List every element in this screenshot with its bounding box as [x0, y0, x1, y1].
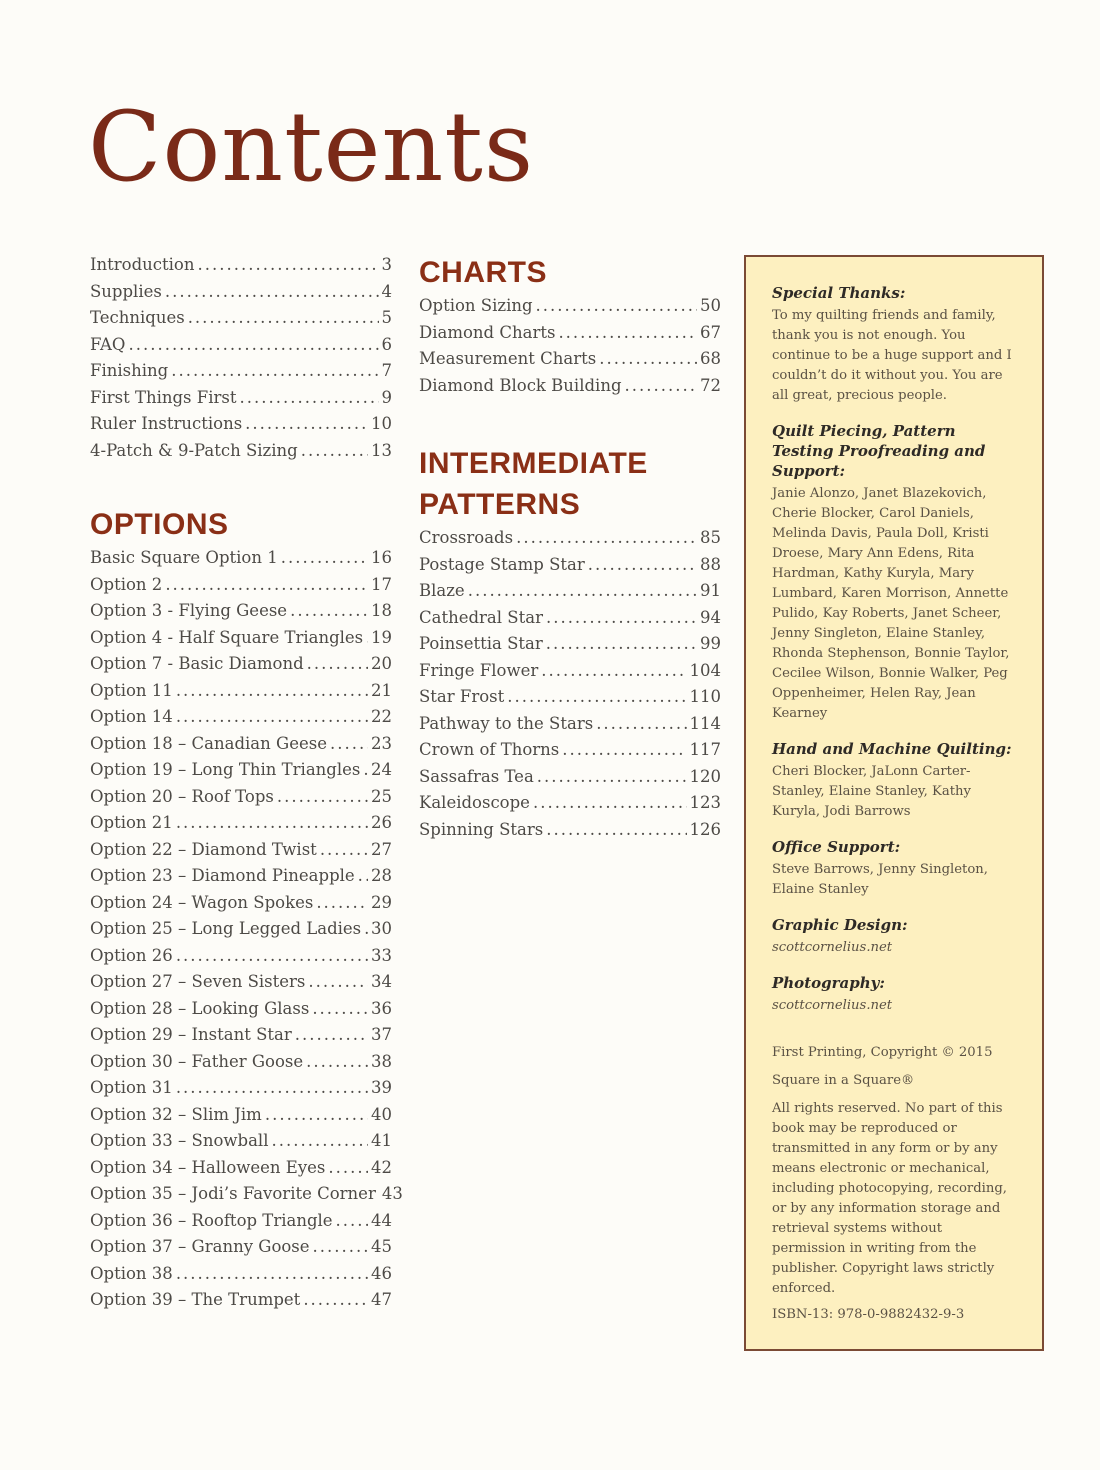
toc-entry-title: Option 27 – Seven Sisters [90, 972, 306, 991]
toc-entry-page-number: 26 [371, 813, 392, 832]
dot-leader [516, 525, 697, 552]
toc-entry-page-number: 123 [689, 793, 721, 812]
toc-entry[interactable] [90, 969, 392, 996]
toc-entry-page-number: 67 [700, 322, 721, 342]
toc-entry[interactable] [90, 757, 392, 784]
dot-leader [307, 651, 368, 678]
toc-entry[interactable] [90, 1128, 392, 1155]
toc-entry[interactable] [90, 438, 392, 465]
dot-leader [176, 1075, 368, 1102]
dot-leader [358, 863, 368, 890]
toc-entry[interactable] [90, 572, 392, 599]
toc-entry[interactable] [90, 996, 392, 1023]
brand-line: Square in a Square® [772, 1073, 915, 1088]
toc-entry-page-number: 45 [371, 1237, 392, 1256]
toc-entry-title: Postage Stamp Star [419, 554, 585, 574]
dot-leader [128, 332, 378, 359]
toc-entry-title: First Things First [90, 387, 237, 407]
dot-leader [313, 1234, 368, 1261]
dot-leader [306, 1049, 368, 1076]
dot-leader [295, 1022, 368, 1049]
dot-leader [239, 385, 378, 412]
toc-entry[interactable] [90, 651, 392, 678]
dot-leader [308, 969, 368, 996]
toc-entry[interactable] [419, 320, 721, 347]
section-heading-options: OPTIONS [90, 508, 229, 541]
toc-entry-title: Crown of Thorns [419, 740, 560, 759]
toc-entry-page-number: 9 [381, 387, 392, 407]
toc-entry[interactable] [419, 658, 721, 685]
isbn-line: ISBN-13: 978-0-9882432-9-3 [772, 1307, 965, 1322]
dot-leader [537, 764, 687, 791]
toc-intro-list [90, 252, 392, 464]
dot-leader [176, 678, 368, 705]
toc-entry-title: Diamond Charts [419, 322, 556, 342]
toc-entry-title: Poinsettia Star [419, 634, 543, 653]
toc-entry-page-number: 99 [700, 634, 721, 653]
toc-entry-page-number: 114 [689, 713, 721, 733]
toc-entry-page-number: 88 [700, 554, 721, 574]
dot-leader [366, 625, 368, 652]
quilting-heading: Hand and Machine Quilting: [772, 740, 1012, 758]
dot-leader [468, 578, 697, 605]
toc-entry-title: Option 38 [90, 1263, 173, 1283]
toc-entry-page-number: 117 [689, 740, 721, 759]
toc-entry[interactable] [90, 731, 392, 758]
toc-entry-page-number: 50 [700, 296, 721, 315]
page-title: Contents [88, 91, 535, 203]
toc-entry-title: Fringe Flower [419, 660, 539, 680]
toc-entry-page-number: 21 [371, 680, 392, 700]
toc-entry[interactable] [419, 578, 721, 605]
toc-entry-page-number: 46 [371, 1263, 392, 1283]
toc-entry-page-number: 33 [371, 945, 392, 965]
toc-entry[interactable] [90, 1181, 403, 1208]
graphic-design-link: scottcornelius.net [772, 940, 893, 955]
dot-leader [198, 252, 379, 279]
copyright-line: First Printing, Copyright © 2015 [772, 1045, 993, 1060]
dot-leader [363, 757, 368, 784]
toc-entry[interactable] [90, 1022, 392, 1049]
dot-leader [176, 1261, 368, 1288]
toc-entry-title: Sassafras Tea [419, 766, 534, 786]
dot-leader [303, 1287, 368, 1314]
toc-entry-page-number: 47 [371, 1290, 392, 1309]
toc-entry-title: Techniques [90, 308, 185, 327]
acknowledgements-box [744, 255, 1044, 1351]
toc-entry-page-number: 6 [381, 334, 392, 354]
dot-leader [546, 631, 697, 658]
dot-leader [507, 684, 686, 711]
toc-entry-page-number: 94 [700, 607, 721, 627]
toc-entry-page-number: 17 [371, 574, 392, 594]
toc-entry[interactable] [90, 332, 392, 359]
toc-entry-title: Option 28 – Looking Glass [90, 998, 310, 1018]
office-support-heading: Office Support: [772, 838, 901, 856]
toc-entry[interactable] [90, 598, 392, 625]
toc-entry[interactable] [90, 625, 392, 652]
special-thanks-heading: Special Thanks: [772, 284, 906, 302]
toc-entry-page-number: 36 [371, 998, 392, 1018]
heading-line: INTERMEDIATE [419, 447, 648, 480]
toc-entry-title: Measurement Charts [419, 349, 597, 368]
graphic-design-heading: Graphic Design: [772, 916, 908, 934]
toc-entry-title: 4-Patch & 9-Patch Sizing [90, 440, 298, 460]
toc-entry-title: Option 23 – Diamond Pineapple [90, 866, 355, 885]
toc-entry[interactable] [419, 790, 721, 817]
dot-leader [558, 320, 697, 347]
toc-entry[interactable] [419, 631, 721, 658]
toc-entry-page-number: 29 [371, 892, 392, 912]
toc-column-left [90, 252, 403, 1314]
dot-leader [176, 810, 368, 837]
section-heading-intermediate [419, 443, 721, 525]
photography-heading: Photography: [772, 974, 885, 992]
toc-entry-title: Option 24 – Wagon Spokes [90, 892, 314, 912]
toc-entry[interactable] [90, 1155, 392, 1182]
toc-entry-page-number: 85 [700, 528, 721, 547]
toc-entry[interactable] [90, 279, 392, 306]
toc-entry-page-number: 110 [689, 687, 721, 706]
toc-entry-title: Option 36 – Rooftop Triangle [90, 1210, 333, 1230]
toc-entry-page-number: 40 [371, 1104, 392, 1124]
dot-leader [271, 1128, 368, 1155]
toc-entry-page-number: 10 [371, 414, 392, 433]
toc-entry-title: Crossroads [419, 528, 514, 547]
heading-line: PATTERNS [419, 488, 581, 521]
toc-entry-title: Option 2 [90, 574, 163, 594]
toc-entry[interactable] [90, 678, 392, 705]
piecing-heading: Quilt Piecing, Pattern Testing Proofreading and Support: [772, 422, 986, 480]
toc-entry-page-number: 7 [381, 361, 392, 380]
toc-entry[interactable] [90, 305, 392, 332]
toc-entry-page-number: 13 [371, 440, 392, 460]
toc-entry[interactable] [419, 346, 721, 373]
dot-leader [588, 552, 697, 579]
photography-link: scottcornelius.net [772, 998, 893, 1013]
toc-entry-title: Option 21 [90, 813, 173, 832]
toc-entry-page-number: 104 [689, 660, 721, 680]
toc-entry-title: Option 3 - Flying Geese [90, 601, 288, 620]
toc-entry-title: Ruler Instructions [90, 414, 243, 433]
dot-leader [277, 784, 368, 811]
toc-entry-title: Option 18 – Canadian Geese [90, 733, 327, 753]
toc-entry[interactable] [419, 711, 721, 738]
rights-text: All rights reserved. No part of this book may be reproduced or transmitted in any form or by any means electronic or mechanical, including photocopying, recording, or by any information storage and retrieval systems without permission in writing from the publisher. Copyright laws strictly enforced. [772, 1101, 1007, 1296]
toc-entry-page-number: 41 [371, 1131, 392, 1150]
toc-entry-title: Option 32 – Slim Jim [90, 1104, 262, 1124]
toc-entry-page-number: 4 [381, 281, 392, 301]
dot-leader [330, 731, 368, 758]
dot-leader [336, 1208, 368, 1235]
toc-entry[interactable] [90, 837, 392, 864]
toc-entry-title: Option 22 – Diamond Twist [90, 839, 317, 859]
toc-entry-title: Option 7 - Basic Diamond [90, 654, 304, 673]
toc-entry-title: Supplies [90, 281, 162, 301]
toc-entry-title: Option 4 - Half Square Triangles [90, 627, 364, 647]
toc-entry-title: Option 11 [90, 680, 173, 700]
dot-leader [541, 658, 686, 685]
dot-leader [290, 598, 368, 625]
toc-entry-page-number: 126 [689, 819, 721, 839]
toc-entry-title: Option 30 – Father Goose [90, 1051, 304, 1071]
office-support-text: Steve Barrows, Jenny Singleton, Elaine Stanley [772, 862, 988, 897]
toc-entry-title: Option 25 – Long Legged Ladies [90, 919, 362, 938]
toc-entry-page-number: 34 [371, 972, 392, 991]
toc-options-list [90, 545, 403, 1314]
dot-leader [312, 996, 368, 1023]
toc-entry-page-number: 20 [371, 654, 392, 673]
dot-leader [281, 545, 368, 572]
toc-entry-title: Diamond Block Building [419, 375, 622, 395]
toc-entry-page-number: 120 [689, 766, 721, 786]
toc-entry-title: Kaleidoscope [419, 793, 530, 812]
toc-entry-page-number: 23 [371, 733, 392, 753]
dot-leader [188, 305, 379, 332]
toc-entry-page-number: 28 [371, 866, 392, 885]
piecing-text: Janie Alonzo, Janet Blazekovich, Cherie Blocker, Carol Daniels, Melinda Davis, Paula Doll, Kristi Droese, Mary Ann Edens, Rita Hardman, Kathy Kuryla, Mary Lumbard, Karen Morrison, Annette Pulido, Kay Roberts, Janet Scheer, Jenny Singleton, Elaine Stanley, Rhonda Stephenson, Bonnie Taylor, Cecilee Wilson, Bonnie Walker, Peg Oppenheimer, Helen Ray, Jean Kearney [772, 486, 1010, 721]
toc-entry[interactable] [90, 943, 392, 970]
toc-entry[interactable] [90, 704, 392, 731]
toc-entry-title: FAQ [90, 334, 126, 354]
toc-entry-title: Option 26 [90, 945, 173, 965]
toc-entry-page-number: 68 [700, 349, 721, 368]
toc-entry-title: Option 34 – Halloween Eyes [90, 1157, 326, 1177]
toc-entry[interactable] [419, 293, 721, 320]
toc-entry-title: Option Sizing [419, 296, 533, 315]
toc-entry[interactable] [90, 252, 392, 279]
dot-leader [625, 373, 697, 400]
toc-entry-title: Introduction [90, 255, 195, 274]
toc-entry[interactable] [90, 1208, 392, 1235]
toc-entry-title: Cathedral Star [419, 607, 543, 627]
toc-entry-page-number: 16 [371, 548, 392, 567]
dot-leader [536, 293, 697, 320]
toc-entry[interactable] [419, 684, 721, 711]
toc-entry[interactable] [419, 817, 721, 844]
dot-leader [316, 890, 368, 917]
toc-entry[interactable] [419, 525, 721, 552]
dot-leader [176, 943, 368, 970]
toc-entry-page-number: 43 [381, 1184, 403, 1203]
toc-entry[interactable] [419, 605, 721, 632]
toc-entry-title: Option 35 – Jodi’s Favorite Corner [90, 1184, 376, 1203]
toc-entry[interactable] [419, 737, 721, 764]
toc-entry-page-number: 18 [371, 601, 392, 620]
dot-leader [320, 837, 368, 864]
toc-entry-title: Option 33 – Snowball [90, 1131, 269, 1150]
toc-entry-page-number: 37 [371, 1025, 392, 1044]
toc-entry[interactable] [90, 890, 392, 917]
toc-entry-title: Spinning Stars [419, 819, 544, 839]
toc-entry-page-number: 38 [371, 1051, 392, 1071]
dot-leader [546, 817, 686, 844]
toc-entry-page-number: 42 [371, 1157, 392, 1177]
toc-intermediate-list [419, 525, 721, 843]
toc-entry[interactable] [90, 863, 392, 890]
toc-entry-page-number: 24 [371, 760, 392, 779]
toc-entry[interactable] [419, 552, 721, 579]
toc-charts-list [419, 293, 721, 399]
toc-entry-page-number: 30 [371, 919, 392, 938]
dot-leader [176, 704, 368, 731]
toc-entry[interactable] [90, 1102, 392, 1129]
toc-entry-page-number: 25 [371, 786, 392, 806]
toc-entry-title: Option 20 – Roof Tops [90, 786, 274, 806]
dot-leader [533, 790, 687, 817]
toc-entry-page-number: 3 [381, 255, 392, 274]
dot-leader [301, 438, 368, 465]
toc-entry[interactable] [90, 1049, 392, 1076]
special-thanks-text: To my quilting friends and family, thank you is not enough. You continue to be a huge support and I couldn’t do it without you. You are all great, precious people. [772, 308, 1012, 403]
toc-entry[interactable] [90, 1287, 392, 1314]
toc-entry-title: Option 19 – Long Thin Triangles [90, 760, 361, 779]
toc-column-middle [419, 252, 721, 843]
toc-entry-page-number: 39 [371, 1078, 392, 1097]
dot-leader [562, 737, 686, 764]
toc-entry[interactable] [419, 764, 721, 791]
toc-entry[interactable] [90, 545, 392, 572]
toc-entry-page-number: 22 [371, 707, 392, 726]
quilting-text: Cheri Blocker, JaLonn Carter-Stanley, Elaine Stanley, Kathy Kuryla, Jodi Barrows [772, 764, 971, 819]
toc-entry-title: Pathway to the Stars [419, 713, 594, 733]
dot-leader [265, 1102, 368, 1129]
toc-entry-title: Finishing [90, 361, 169, 380]
toc-entry-page-number: 72 [700, 375, 721, 395]
toc-entry-page-number: 91 [700, 581, 721, 600]
toc-entry[interactable] [419, 373, 721, 400]
dot-leader [165, 572, 368, 599]
toc-entry-title: Option 37 – Granny Goose [90, 1237, 310, 1256]
toc-entry[interactable] [90, 411, 392, 438]
toc-entry-page-number: 19 [371, 627, 392, 647]
toc-entry-title: Option 29 – Instant Star [90, 1025, 292, 1044]
toc-entry[interactable] [90, 1261, 392, 1288]
dot-leader [328, 1155, 368, 1182]
toc-entry[interactable] [90, 358, 392, 385]
dot-leader [245, 411, 368, 438]
toc-entry[interactable] [90, 385, 392, 412]
toc-entry[interactable] [90, 1075, 392, 1102]
dot-leader [364, 916, 368, 943]
dot-leader [599, 346, 697, 373]
toc-entry[interactable] [90, 1234, 392, 1261]
toc-entry[interactable] [90, 784, 392, 811]
dot-leader [165, 279, 379, 306]
toc-entry-title: Option 31 [90, 1078, 173, 1097]
toc-entry-title: Star Frost [419, 687, 505, 706]
toc-entry-page-number: 44 [371, 1210, 392, 1230]
dot-leader [171, 358, 378, 385]
toc-entry-title: Basic Square Option 1 [90, 548, 278, 567]
toc-entry-title: Option 39 – The Trumpet [90, 1290, 301, 1309]
section-heading-charts: CHARTS [419, 256, 547, 289]
dot-leader [596, 711, 686, 738]
toc-entry-title: Option 14 [90, 707, 173, 726]
toc-entry-page-number: 27 [371, 839, 392, 859]
toc-entry[interactable] [90, 916, 392, 943]
dot-leader [546, 605, 697, 632]
toc-entry-page-number: 5 [381, 308, 392, 327]
toc-entry-title: Blaze [419, 581, 465, 600]
toc-entry[interactable] [90, 810, 392, 837]
